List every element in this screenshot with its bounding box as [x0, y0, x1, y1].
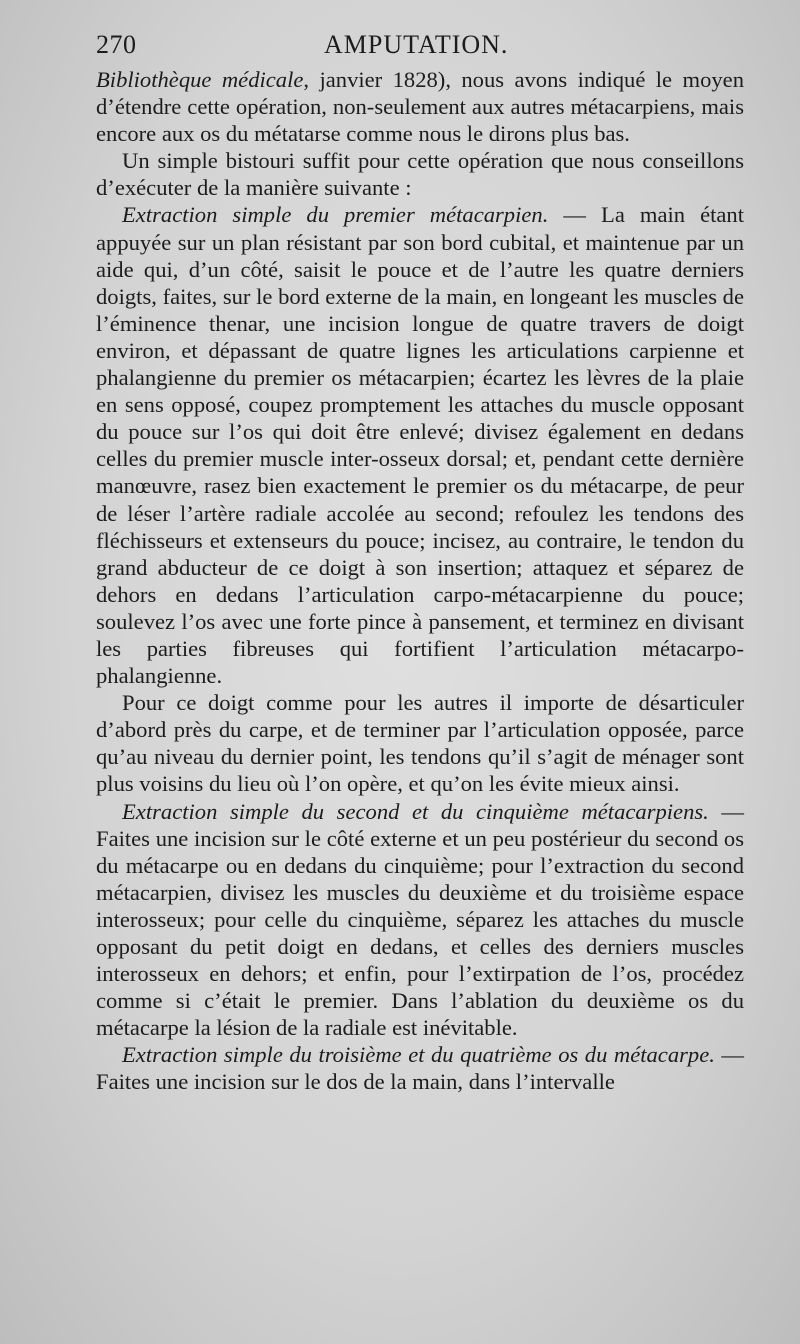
section-heading: Extraction simple du troisième et du quatrième os du métacarpe. [122, 1042, 715, 1068]
paragraph-first-metacarpal [96, 201, 744, 689]
page-header [96, 30, 746, 66]
running-head: AMPUTATION. [324, 30, 509, 59]
paragraph-text: — Faites une incision sur le côté externe et un peu postérieur du second os du métacarpe ou en dedans du cinquième; pour l’extraction du second métacarpien, divisez les muscles du deuxième et du troisième espace interosseux; pour celle du cinquième, séparez les attaches du muscle opposant du petit doigt en dedans, et celles des derniers muscles interosseux en dehors; et enfin, pour l’extirpation de l’os, procédez comme si c’était le premier. Dans l’ablation du deuxième os du métacarpe la lésion de la radiale est inévitable. [96, 798, 744, 1041]
paragraph-text: — Faites une incision sur le dos de la main, dans l’intervalle [96, 1042, 744, 1095]
body-text [96, 66, 744, 1096]
journal-title: Bibliothèque médicale [96, 67, 304, 92]
paragraph-text: Un simple bistouri suffit pour cette opération que nous conseillons d’exécuter de la manière suivante : [96, 148, 744, 201]
paragraph-text: , janvier 1828), nous avons indiqué le moyen d’étendre cette opération, non-seulement aux autres métacarpiens, mais encore aux os du métatarse comme nous le dirons plus bas. [96, 67, 744, 147]
paragraph-text: Pour ce doigt comme pour les autres il importe de désarticuler d’abord près du carpe, et de terminer par l’articulation opposée, parce qu’au niveau du dernier point, les tendons qu’il s’agit de ménager sont plus voisins du lieu où l’on opère, et qu’on les évite mieux ainsi. [96, 690, 744, 797]
section-heading: Extraction simple du second et du cinquième métacarpiens. [122, 798, 709, 824]
paragraph-continuation [96, 66, 744, 147]
paragraph-text: — La main étant appuyée sur un plan résistant par son bord cubital, et maintenue par un aide qui, d’un côté, saisit le pouce et de l’autre les quatre derniers doigts, faites, sur le bord externe de la main, en longeant les muscles de l’éminence thenar, une incision longue de quatre travers de doigt environ, et dépassant de quatre lignes les articulations carpienne et phalangienne du premier os métacarpien; écartez les lèvres de la plaie en sens opposé, coupez promptement les attaches du muscle opposant du pouce sur l’os qui doit être enlevé; divisez également en dedans celles du premier muscle inter-osseux dorsal; et, pendant cette dernière manœuvre, rasez bien exactement le premier os du métacarpe, de peur de léser l’artère radiale accolée au second; refoulez les tendons des fléchisseurs et extenseurs du pouce; incisez, au contraire, le tendon du grand abducteur de ce doigt à son insertion; attaquez et séparez de dehors en dedans l’articulation carpo-métacarpienne du pouce; soulevez l’os avec une forte pince à pansement, et terminez en divisant les parties fibreuses qui fortifient l’articulation métacarpo-phalangienne. [96, 202, 744, 689]
paragraph-third-fourth-metacarpal [96, 1041, 744, 1095]
paragraph-disarticulation-note [96, 689, 744, 797]
paragraph-second-fifth-metacarpal [96, 798, 744, 1042]
section-heading: Extraction simple du premier métacarpien. [122, 202, 549, 228]
page-number: 270 [96, 30, 137, 59]
paragraph-instruments [96, 147, 744, 201]
